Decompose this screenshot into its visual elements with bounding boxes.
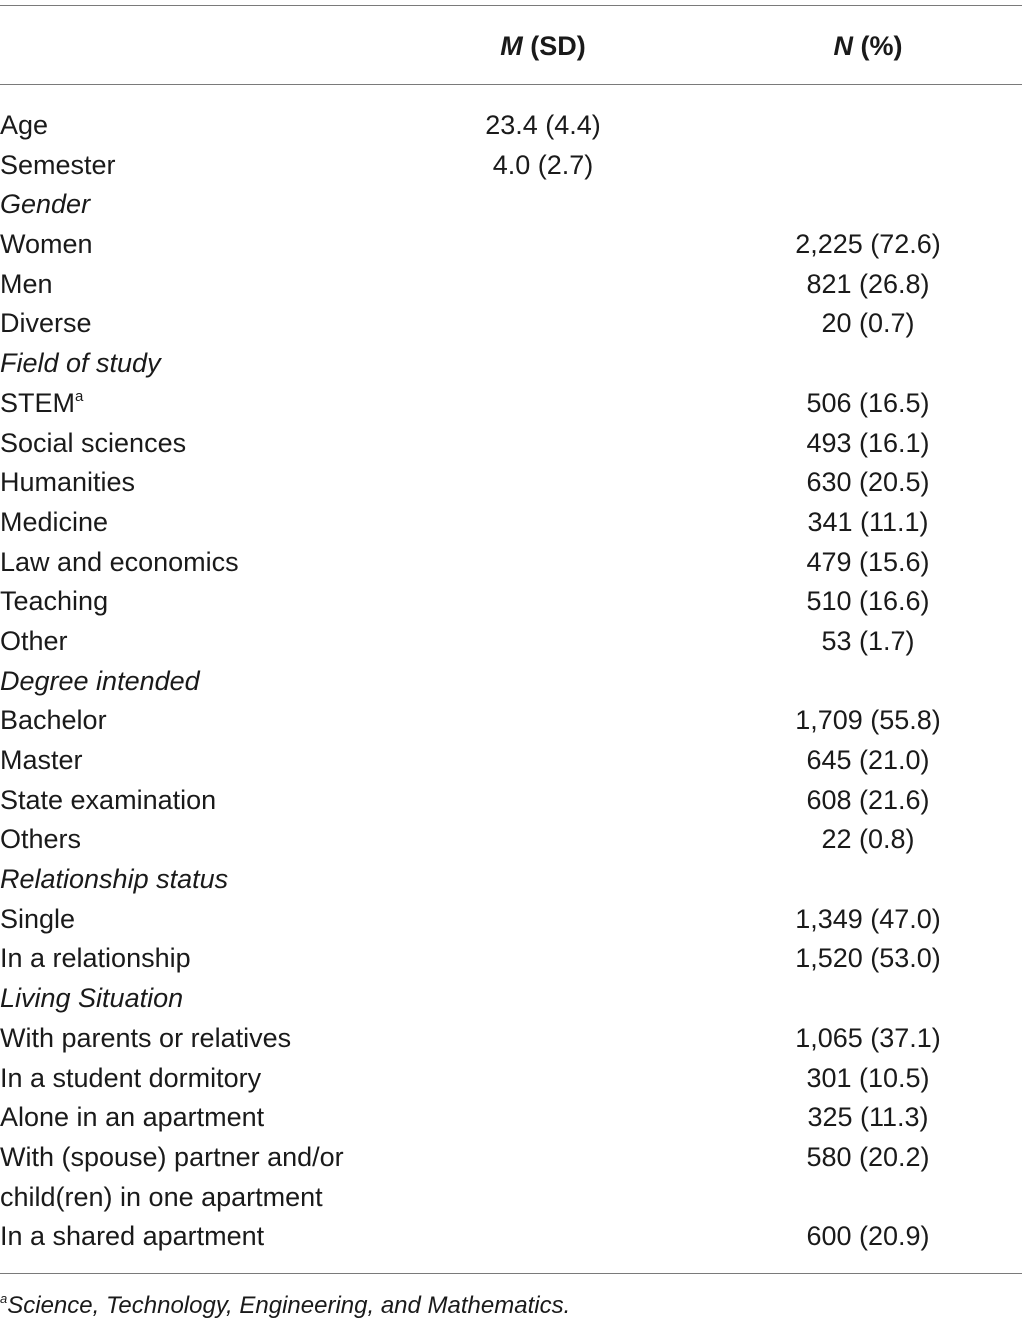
- table-row: [0, 106, 1022, 146]
- table-row: [0, 265, 1022, 305]
- column-header-m-sd: M (SD): [500, 31, 586, 61]
- table-row: [0, 622, 1022, 662]
- cell-n-percent: 1,520 (53.0): [795, 943, 941, 974]
- table-bottom-rule: [0, 1273, 1022, 1274]
- row-label: Women: [0, 229, 93, 260]
- cell-n-percent: 479 (15.6): [806, 546, 930, 577]
- row-label: With parents or relatives: [0, 1022, 292, 1053]
- table-row: [0, 463, 1022, 503]
- row-label: Master: [0, 745, 83, 775]
- row-label: In a relationship: [0, 943, 191, 974]
- row-label: Social sciences: [0, 427, 187, 458]
- group-label: Degree intended: [0, 665, 200, 696]
- table-group-heading: [0, 344, 1022, 384]
- footnote-marker: a: [0, 1291, 8, 1306]
- table-row: [0, 543, 1022, 583]
- footnote-marker: a: [75, 387, 84, 405]
- cell-n-percent: 630 (20.5): [806, 467, 930, 498]
- cell-n-percent: 493 (16.1): [806, 427, 930, 458]
- group-label: Gender: [0, 189, 91, 220]
- cell-n-percent: 53 (1.7): [821, 625, 915, 656]
- table-body: [0, 106, 1022, 1257]
- table-row: [0, 503, 1022, 543]
- row-label: With (spouse) partner and/or child(ren) in one apartment: [0, 1141, 344, 1212]
- row-label: Men: [0, 268, 53, 299]
- table-row: [0, 1138, 1022, 1217]
- cell-n-percent: 341 (11.1): [807, 506, 929, 537]
- table-row: [0, 1019, 1022, 1059]
- cell-n-percent: 580 (20.2): [806, 1141, 930, 1172]
- table-footnote: [0, 1289, 570, 1323]
- row-label: In a shared apartment: [0, 1221, 265, 1252]
- table-row: [0, 820, 1022, 860]
- table-group-heading: [0, 860, 1022, 900]
- row-label: Teaching: [0, 586, 109, 617]
- cell-n-percent: 325 (11.3): [807, 1102, 929, 1133]
- cell-n-percent: 506 (16.5): [806, 387, 930, 418]
- row-label: Other: [0, 625, 68, 656]
- cell-n-percent: 1,709 (55.8): [795, 705, 941, 736]
- row-label: Single: [0, 903, 76, 934]
- table-group-heading: [0, 662, 1022, 702]
- cell-n-percent: 821 (26.8): [806, 268, 930, 299]
- table-row: [0, 225, 1022, 265]
- cell-n-percent: 645 (21.0): [806, 745, 930, 775]
- table-top-rule: [0, 5, 1022, 6]
- row-label: State examination: [0, 784, 217, 815]
- row-label: STEM$^a$: [0, 387, 84, 418]
- table-row: [0, 781, 1022, 821]
- cell-n-percent: 2,225 (72.6): [795, 229, 941, 260]
- table-row: [0, 384, 1022, 424]
- row-label: Law and economics: [0, 546, 239, 577]
- cell-n-percent: 1,349 (47.0): [795, 903, 941, 934]
- table-group-heading: [0, 979, 1022, 1019]
- table-row: [0, 1217, 1022, 1257]
- table-row: [0, 1098, 1022, 1138]
- table-group-heading: [0, 185, 1022, 225]
- group-label: Living Situation: [0, 983, 184, 1014]
- cell-n-percent: 510 (16.6): [806, 586, 930, 617]
- footnote-text: Science, Technology, Engineering, and Mathematics.: [7, 1292, 571, 1319]
- cell-m-sd: 23.4 (4.4): [485, 110, 601, 140]
- table-row: [0, 582, 1022, 622]
- row-label: Alone in an apartment: [0, 1102, 265, 1133]
- table-row: [0, 939, 1022, 979]
- table-row: [0, 900, 1022, 940]
- group-label: Field of study: [0, 348, 161, 379]
- row-label: Bachelor: [0, 705, 107, 736]
- table-row: [0, 1059, 1022, 1099]
- row-label: Diverse: [0, 308, 92, 339]
- row-label: Semester: [0, 149, 116, 180]
- table-header: [0, 24, 1022, 68]
- group-label: Relationship status: [0, 864, 229, 895]
- column-header-n-percent: N (%): [833, 31, 903, 61]
- table-row: [0, 424, 1022, 464]
- cell-n-percent: 1,065 (37.1): [795, 1022, 941, 1053]
- table-row: [0, 741, 1022, 781]
- cell-n-percent: 608 (21.6): [806, 784, 930, 815]
- row-label: Medicine: [0, 506, 109, 537]
- row-label: Age: [0, 110, 49, 140]
- table-row: [0, 146, 1022, 186]
- row-label: In a student dormitory: [0, 1062, 262, 1093]
- table-row: [0, 701, 1022, 741]
- cell-m-sd: 4.0 (2.7): [492, 149, 594, 180]
- table-header-rule: [0, 84, 1022, 85]
- cell-n-percent: 600 (20.9): [806, 1221, 930, 1252]
- cell-n-percent: 22 (0.8): [821, 824, 915, 855]
- row-label: Others: [0, 824, 82, 855]
- table-row: [0, 304, 1022, 344]
- cell-n-percent: 20 (0.7): [821, 308, 915, 339]
- row-label: Humanities: [0, 467, 136, 498]
- cell-n-percent: 301 (10.5): [806, 1062, 930, 1093]
